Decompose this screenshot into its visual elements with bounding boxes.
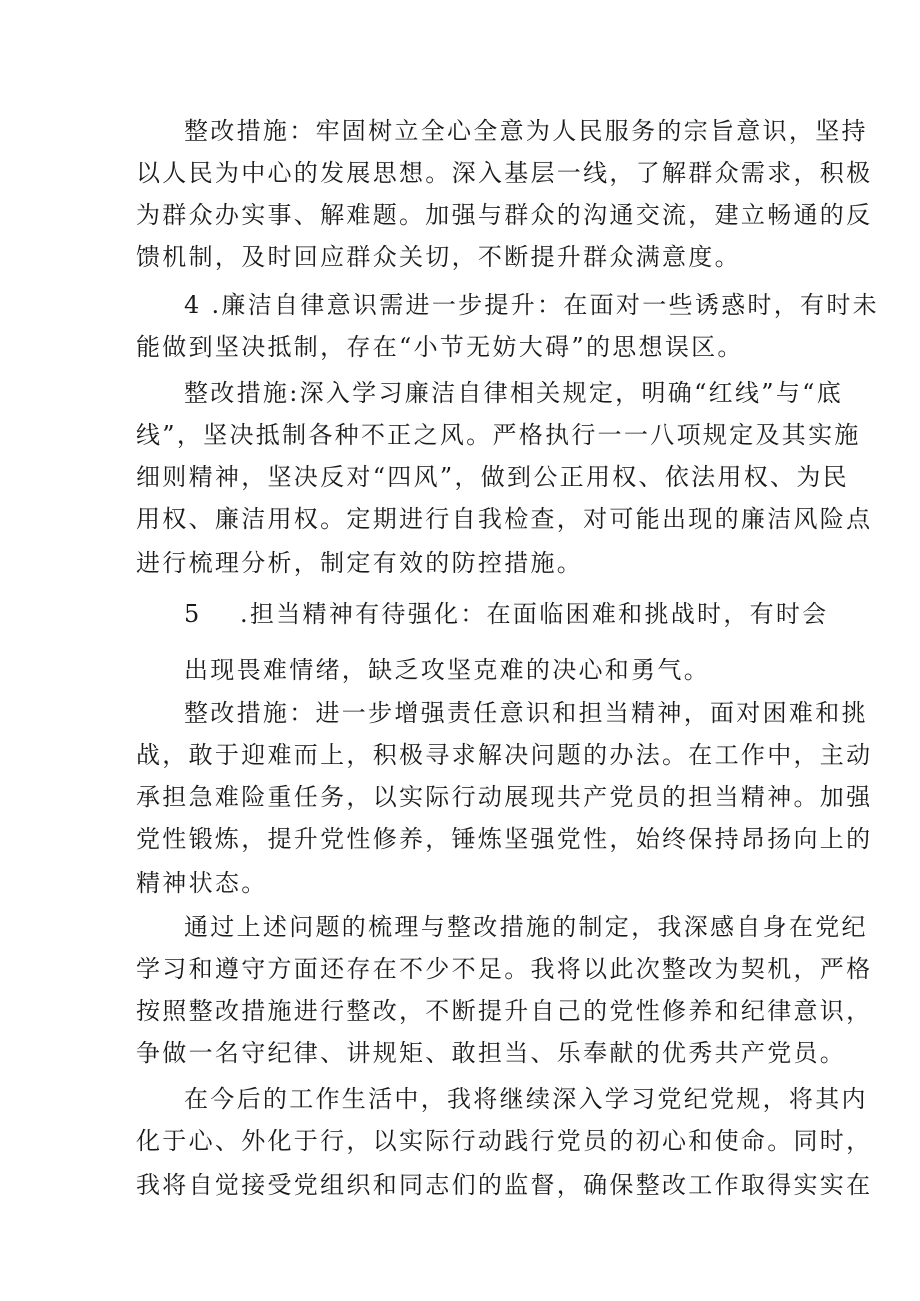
paragraph-line: .担当精神有待强化：在面临困难和挑战时，有时会 [240, 600, 829, 628]
paragraph-line: 争做一名守纪律、讲规矩、敢担当、乐奉献的优秀共产党员。 [136, 1039, 847, 1067]
paragraph-line: 整改措施：牢固树立全心全意为人民服务的宗旨意识，坚持 [184, 117, 868, 145]
paragraph-line: 战，敢于迎难而上，积极寻求解决问题的办法。在工作中，主动 [136, 741, 873, 769]
paragraph-line: 进行梳理分析，制定有效的防控措施。 [136, 549, 584, 577]
paragraph-line: 承担急难险重任务，以实际行动展现共产党员的担当精神。加强 [136, 783, 873, 811]
paragraph-line: 能做到坚决抵制，存在“小节无妨大碍”的思想误区。 [136, 333, 744, 361]
paragraph-line: 按照整改措施进行整改，不断提升自己的党性修养和纪律意识， [136, 997, 873, 1025]
paragraph-line: 线”，坚决抵制各种不正之风。严格执行一一八项规定及其实施 [136, 421, 861, 449]
paragraph-line: 化于心、外化于行，以实际行动践行党员的初心和使命。同时， [136, 1127, 873, 1155]
paragraph-line: 整改措施:深入学习廉洁自律相关规定，明确“红线”与“底 [184, 379, 843, 407]
paragraph-line: 学习和遵守方面还存在不少不足。我将以此次整改为契机，严格 [136, 955, 873, 983]
paragraph-line: 细则精神，坚决反对“四风”，做到公正用权、依法用权、为民 [136, 463, 849, 491]
paragraph-line: 党性锻炼，提升党性修养，锤炼坚强党性，始终保持昂扬向上的 [136, 825, 873, 853]
paragraph-line: 出现畏难情绪，缺乏攻坚克难的决心和勇气。 [184, 656, 710, 684]
paragraph-line: 用权、廉洁用权。定期进行自我检查，对可能出现的廉洁风险点 [136, 505, 873, 533]
paragraph-line: 馈机制，及时回应群众关切，不断提升群众满意度。 [136, 243, 741, 271]
paragraph-line: 我将自觉接受党组织和同志们的监督，确保整改工作取得实实在 [136, 1171, 873, 1199]
paragraph-line: 在今后的工作生活中，我将继续深入学习党纪党规，将其内 [184, 1085, 868, 1113]
paragraph-line: 整改措施：进一步增强责任意识和担当精神，面对困难和挑 [184, 699, 868, 727]
paragraph-line: 精神状态。 [136, 869, 268, 897]
paragraph-line: 以人民为中心的发展思想。深入基层一线，了解群众需求，积极 [136, 159, 873, 187]
paragraph-line: 4 .廉洁自律意识需进一步提升：在面对一些诱惑时，有时未 [184, 291, 879, 319]
list-number: 5 [184, 600, 200, 628]
paragraph-line: 为群众办实事、解难题。加强与群众的沟通交流，建立畅通的反 [136, 201, 873, 229]
paragraph-line: 通过上述问题的梳理与整改措施的制定，我深感自身在党纪 [184, 913, 868, 941]
